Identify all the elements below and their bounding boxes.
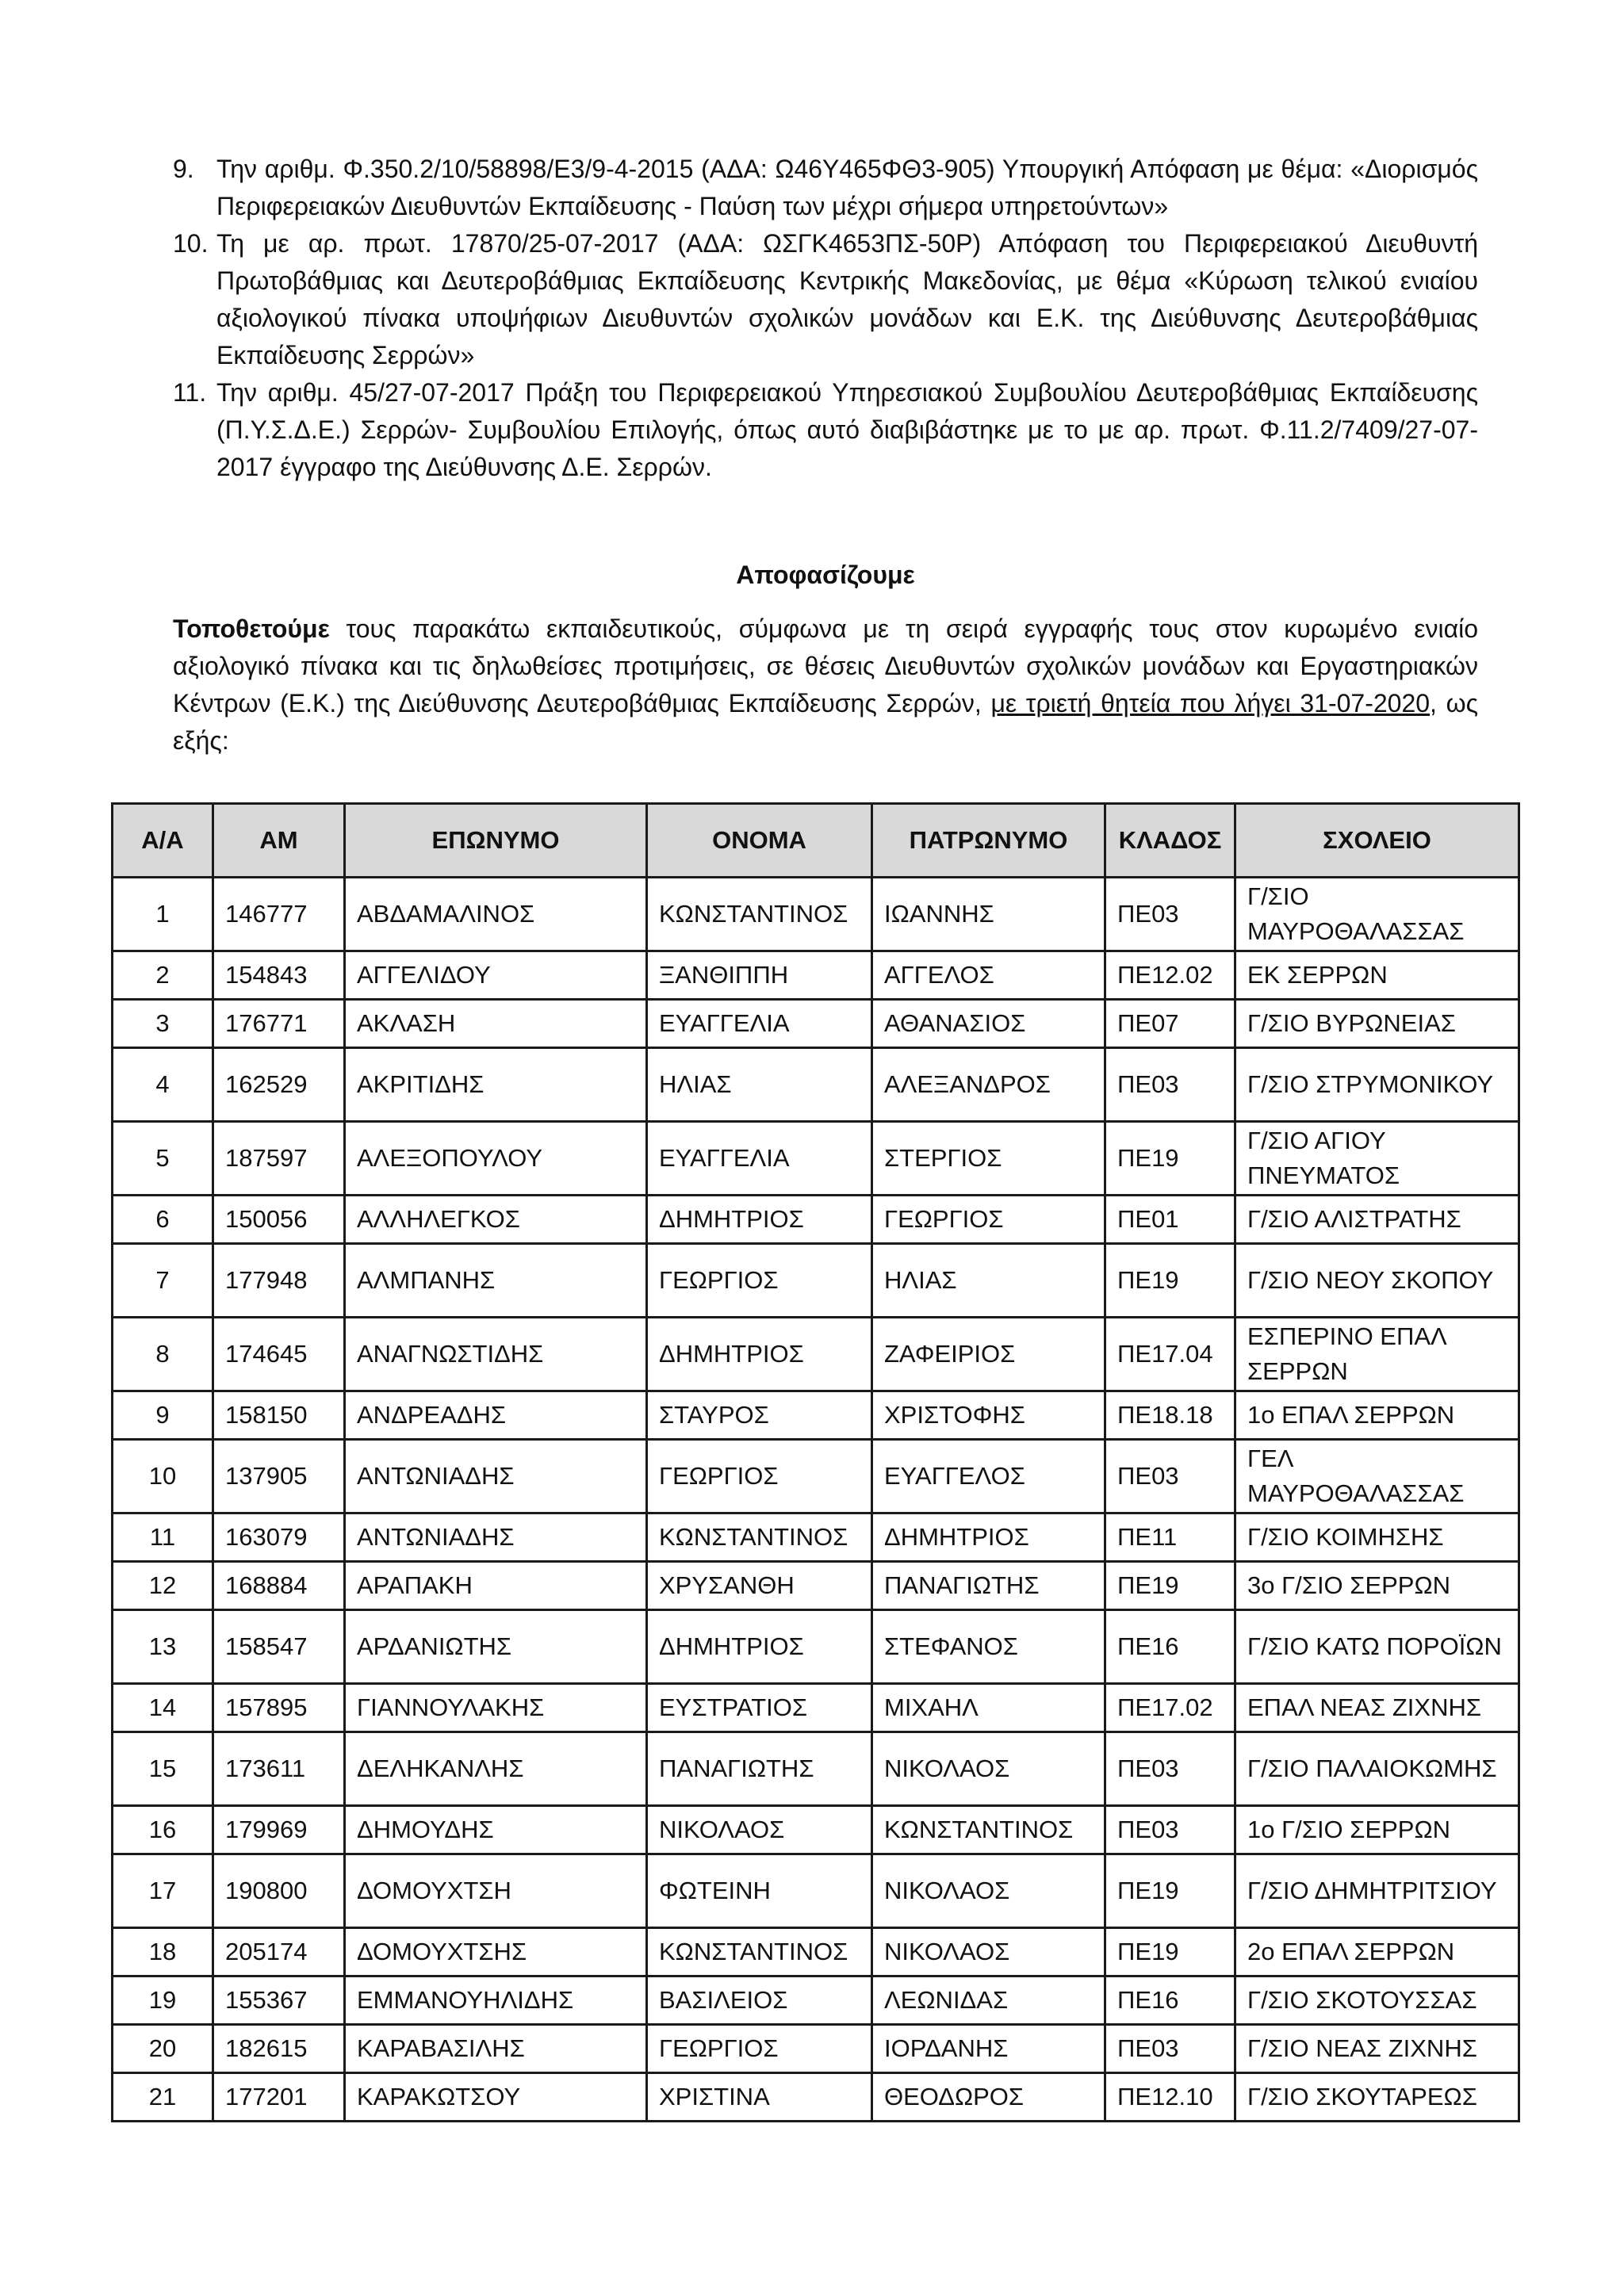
cell-fathers-name: ΔΗΜΗΤΡΙΟΣ: [872, 1513, 1105, 1562]
cell-school: ΕΣΠΕΡΙΝΟ ΕΠΑΛ ΣΕΡΡΩΝ: [1235, 1318, 1519, 1391]
cell-fathers-name: ΑΓΓΕΛΟΣ: [872, 951, 1105, 1000]
cell-specialty: ΠΕ01: [1105, 1196, 1235, 1244]
cell-specialty: ΠΕ03: [1105, 2025, 1235, 2073]
cell-school: Γ/ΣΙΟ ΒΥΡΩΝΕΙΑΣ: [1235, 1000, 1519, 1048]
cell-name: ΕΥΑΓΓΕΛΙΑ: [647, 1122, 872, 1196]
cell-am: 146777: [213, 878, 345, 951]
cell-school: Γ/ΣΙΟ ΝΕΑΣ ΖΙΧΝΗΣ: [1235, 2025, 1519, 2073]
cell-fathers-name: ΕΥΑΓΓΕΛΟΣ: [872, 1440, 1105, 1513]
cell-specialty: ΠΕ17.02: [1105, 1684, 1235, 1732]
cell-aa: 3: [113, 1000, 213, 1048]
list-text: Την αριθμ. 45/27-07-2017 Πράξη του Περιφερειακού Υπηρεσιακού Συμβουλίου Δευτεροβάθμιας Εκπαίδευσης (Π.Υ.Σ.Δ.Ε.) Σερρών- Συμβουλίου Επιλογής, όπως αυτό διαβιβάστηκε με το με αρ. πρωτ. Φ.11.2/7409/27-07-2017 έγγραφο της Διεύθυνσης Δ.Ε. Σερρών.: [216, 378, 1478, 481]
cell-name: ΕΥΣΤΡΑΤΙΟΣ: [647, 1684, 872, 1732]
cell-specialty: ΠΕ16: [1105, 1610, 1235, 1684]
cell-aa: 14: [113, 1684, 213, 1732]
list-text: Την αριθμ. Φ.350.2/10/58898/Ε3/9-4-2015 (ΑΔΑ: Ω46Υ465ΦΘ3-905) Υπουργική Απόφαση με θέμα: «Διορισμός Περιφερειακών Διευθυντών Εκπαίδευσης - Παύση των μέχρι σήμερα υπηρετούντων»: [216, 155, 1478, 220]
cell-specialty: ΠΕ19: [1105, 1244, 1235, 1318]
cell-school: ΓΕΛ ΜΑΥΡΟΘΑΛΑΣΣΑΣ: [1235, 1440, 1519, 1513]
cell-name: ΦΩΤΕΙΝΗ: [647, 1854, 872, 1928]
table-row: [113, 1196, 1519, 1244]
table-row: [113, 1854, 1519, 1928]
list-item-10: [173, 225, 1478, 374]
cell-school: 3ο Γ/ΣΙΟ ΣΕΡΡΩΝ: [1235, 1562, 1519, 1610]
cell-name: ΓΕΩΡΓΙΟΣ: [647, 2025, 872, 2073]
table-row: [113, 1976, 1519, 2025]
cell-school: Γ/ΣΙΟ ΑΓΙΟΥ ΠΝΕΥΜΑΤΟΣ: [1235, 1122, 1519, 1196]
cell-fathers-name: ΓΕΩΡΓΙΟΣ: [872, 1196, 1105, 1244]
cell-aa: 8: [113, 1318, 213, 1391]
list-number: 11.: [173, 378, 207, 407]
table-row: [113, 2073, 1519, 2122]
cell-am: 173611: [213, 1732, 345, 1806]
cell-school: 1ο ΕΠΑΛ ΣΕΡΡΩΝ: [1235, 1391, 1519, 1440]
cell-specialty: ΠΕ12.02: [1105, 951, 1235, 1000]
cell-name: ΚΩΝΣΤΑΝΤΙΝΟΣ: [647, 1928, 872, 1976]
cell-surname: ΑΝΤΩΝΙΑΔΗΣ: [345, 1513, 647, 1562]
cell-surname: ΑΡΑΠΑΚΗ: [345, 1562, 647, 1610]
cell-name: ΓΕΩΡΓΙΟΣ: [647, 1244, 872, 1318]
cell-am: 150056: [213, 1196, 345, 1244]
header-am: ΑΜ: [213, 804, 345, 878]
cell-name: ΣΤΑΥΡΟΣ: [647, 1391, 872, 1440]
cell-aa: 12: [113, 1562, 213, 1610]
header-surname: ΕΠΩΝΥΜΟ: [345, 804, 647, 878]
cell-am: 205174: [213, 1928, 345, 1976]
cell-fathers-name: ΧΡΙΣΤΟΦΗΣ: [872, 1391, 1105, 1440]
cell-fathers-name: ΑΘΑΝΑΣΙΟΣ: [872, 1000, 1105, 1048]
table-row: [113, 1391, 1519, 1440]
cell-aa: 15: [113, 1732, 213, 1806]
header-specialty: ΚΛΑΔΟΣ: [1105, 804, 1235, 878]
cell-specialty: ΠΕ18.18: [1105, 1391, 1235, 1440]
cell-name: ΔΗΜΗΤΡΙΟΣ: [647, 1196, 872, 1244]
cell-fathers-name: ΣΤΕΦΑΝΟΣ: [872, 1610, 1105, 1684]
cell-school: 2ο ΕΠΑΛ ΣΕΡΡΩΝ: [1235, 1928, 1519, 1976]
cell-am: 187597: [213, 1122, 345, 1196]
cell-aa: 5: [113, 1122, 213, 1196]
cell-am: 179969: [213, 1806, 345, 1854]
cell-surname: ΑΓΓΕΛΙΔΟΥ: [345, 951, 647, 1000]
cell-specialty: ΠΕ19: [1105, 1854, 1235, 1928]
cell-school: Γ/ΣΙΟ ΣΚΟΥΤΑΡΕΩΣ: [1235, 2073, 1519, 2122]
cell-aa: 7: [113, 1244, 213, 1318]
cell-name: ΝΙΚΟΛΑΟΣ: [647, 1806, 872, 1854]
cell-am: 155367: [213, 1976, 345, 2025]
table-row: [113, 1806, 1519, 1854]
table-row: [113, 1244, 1519, 1318]
header-fathers-name: ΠΑΤΡΩΝΥΜΟ: [872, 804, 1105, 878]
list-number: 9.: [173, 155, 194, 183]
table-row: [113, 1928, 1519, 1976]
cell-fathers-name: ΖΑΦΕΙΡΙΟΣ: [872, 1318, 1105, 1391]
cell-specialty: ΠΕ19: [1105, 1122, 1235, 1196]
cell-name: ΔΗΜΗΤΡΙΟΣ: [647, 1318, 872, 1391]
cell-fathers-name: ΝΙΚΟΛΑΟΣ: [872, 1854, 1105, 1928]
cell-name: ΚΩΝΣΤΑΝΤΙΝΟΣ: [647, 878, 872, 951]
cell-school: Γ/ΣΙΟ ΣΤΡΥΜΟΝΙΚΟΥ: [1235, 1048, 1519, 1122]
cell-aa: 17: [113, 1854, 213, 1928]
cell-am: 157895: [213, 1684, 345, 1732]
table-row: [113, 1000, 1519, 1048]
cell-fathers-name: ΚΩΝΣΤΑΝΤΙΝΟΣ: [872, 1806, 1105, 1854]
cell-aa: 10: [113, 1440, 213, 1513]
cell-fathers-name: ΝΙΚΟΛΑΟΣ: [872, 1928, 1105, 1976]
list-item-11: [173, 374, 1478, 486]
table-row: [113, 1440, 1519, 1513]
cell-am: 163079: [213, 1513, 345, 1562]
cell-name: ΧΡΥΣΑΝΘΗ: [647, 1562, 872, 1610]
cell-name: ΧΡΙΣΤΙΝΑ: [647, 2073, 872, 2122]
cell-aa: 6: [113, 1196, 213, 1244]
cell-surname: ΚΑΡΑΚΩΤΣΟΥ: [345, 2073, 647, 2122]
cell-school: Γ/ΣΙΟ ΚΟΙΜΗΣΗΣ: [1235, 1513, 1519, 1562]
header-name: ΟΝΟΜΑ: [647, 804, 872, 878]
cell-aa: 4: [113, 1048, 213, 1122]
cell-aa: 1: [113, 878, 213, 951]
paragraph-middle: τους παρακάτω εκπαιδευτικούς, σύμφωνα με τη σειρά εγγραφής τους στον κυρωμένο ενιαίο αξιολογικό πίνακα και τις δηλωθείσες προτιμήσεις, σε θέσεις Διευθυντών σχολικών μονάδων και Εργαστηριακών Κέντρων (Ε.Κ.) της Διεύθυνσης Δευτεροβάθμιας Εκπαίδευσης Σερρών,: [173, 614, 1478, 718]
cell-fathers-name: ΘΕΟΔΩΡΟΣ: [872, 2073, 1105, 2122]
cell-fathers-name: ΗΛΙΑΣ: [872, 1244, 1105, 1318]
list-text: Τη με αρ. πρωτ. 17870/25-07-2017 (ΑΔΑ: ΩΣΓΚ4653ΠΣ-50Ρ) Απόφαση του Περιφερειακού Διευθυντή Πρωτοβάθμιας και Δευτεροβάθμιας Εκπαίδευσης Κεντρικής Μακεδονίας, με θέμα «Κύρωση τελικού ενιαίου αξιολογικού πίνακα υποψήφιων Διευθυντών σχολικών μονάδων και Ε.Κ. της Διεύθυνσης Δευτεροβάθμιας Εκπαίδευσης Σερρών»: [216, 229, 1478, 369]
cell-am: 177948: [213, 1244, 345, 1318]
cell-am: 176771: [213, 1000, 345, 1048]
cell-fathers-name: ΝΙΚΟΛΑΟΣ: [872, 1732, 1105, 1806]
cell-surname: ΑΛΜΠΑΝΗΣ: [345, 1244, 647, 1318]
cell-school: Γ/ΣΙΟ ΜΑΥΡΟΘΑΛΑΣΣΑΣ: [1235, 878, 1519, 951]
cell-am: 177201: [213, 2073, 345, 2122]
table-row: [113, 951, 1519, 1000]
header-aa: Α/Α: [113, 804, 213, 878]
cell-specialty: ΠΕ11: [1105, 1513, 1235, 1562]
cell-specialty: ΠΕ03: [1105, 1732, 1235, 1806]
cell-name: ΒΑΣΙΛΕΙΟΣ: [647, 1976, 872, 2025]
cell-school: Γ/ΣΙΟ ΝΕΟΥ ΣΚΟΠΟΥ: [1235, 1244, 1519, 1318]
cell-name: ΗΛΙΑΣ: [647, 1048, 872, 1122]
paragraph-bold-start: Τοποθετούμε: [173, 614, 330, 643]
table-row: [113, 1318, 1519, 1391]
cell-fathers-name: ΜΙΧΑΗΛ: [872, 1684, 1105, 1732]
cell-surname: ΑΝΑΓΝΩΣΤΙΔΗΣ: [345, 1318, 647, 1391]
cell-fathers-name: ΠΑΝΑΓΙΩΤΗΣ: [872, 1562, 1105, 1610]
cell-am: 162529: [213, 1048, 345, 1122]
table-row: [113, 1732, 1519, 1806]
table-row: [113, 1610, 1519, 1684]
cell-am: 168884: [213, 1562, 345, 1610]
cell-school: Γ/ΣΙΟ ΚΑΤΩ ΠΟΡΟΪΩΝ: [1235, 1610, 1519, 1684]
table-row: [113, 2025, 1519, 2073]
cell-specialty: ΠΕ19: [1105, 1928, 1235, 1976]
cell-am: 158150: [213, 1391, 345, 1440]
cell-surname: ΑΒΔΑΜΑΛΙΝΟΣ: [345, 878, 647, 951]
cell-am: 154843: [213, 951, 345, 1000]
cell-am: 182615: [213, 2025, 345, 2073]
cell-school: Γ/ΣΙΟ ΠΑΛΑΙΟΚΩΜΗΣ: [1235, 1732, 1519, 1806]
cell-aa: 2: [113, 951, 213, 1000]
table-row: [113, 1562, 1519, 1610]
cell-aa: 20: [113, 2025, 213, 2073]
cell-specialty: ΠΕ07: [1105, 1000, 1235, 1048]
cell-name: ΞΑΝΘΙΠΠΗ: [647, 951, 872, 1000]
paragraph-underlined: με τριετή θητεία που λήγει 31-07-2020: [990, 689, 1431, 718]
table-row: [113, 1048, 1519, 1122]
cell-fathers-name: ΣΤΕΡΓΙΟΣ: [872, 1122, 1105, 1196]
cell-specialty: ΠΕ03: [1105, 1048, 1235, 1122]
cell-fathers-name: ΛΕΩΝΙΔΑΣ: [872, 1976, 1105, 2025]
cell-name: ΕΥΑΓΓΕΛΙΑ: [647, 1000, 872, 1048]
cell-surname: ΔΟΜΟΥΧΤΣΗΣ: [345, 1928, 647, 1976]
cell-am: 137905: [213, 1440, 345, 1513]
cell-aa: 21: [113, 2073, 213, 2122]
cell-fathers-name: ΙΩΑΝΝΗΣ: [872, 878, 1105, 951]
table-row: [113, 1684, 1519, 1732]
table-row: [113, 1513, 1519, 1562]
cell-surname: ΑΝΔΡΕΑΔΗΣ: [345, 1391, 647, 1440]
cell-surname: ΚΑΡΑΒΑΣΙΛΗΣ: [345, 2025, 647, 2073]
cell-surname: ΔΟΜΟΥΧΤΣΗ: [345, 1854, 647, 1928]
cell-school: Γ/ΣΙΟ ΣΚΟΤΟΥΣΣΑΣ: [1235, 1976, 1519, 2025]
decision-heading: Αποφασίζουμε: [736, 561, 915, 589]
placements-table: [111, 802, 1520, 2122]
cell-specialty: ΠΕ03: [1105, 1440, 1235, 1513]
table-header-row: [113, 804, 1519, 878]
cell-surname: ΕΜΜΑΝΟΥΗΛΙΔΗΣ: [345, 1976, 647, 2025]
cell-surname: ΔΕΛΗΚΑΝΛΗΣ: [345, 1732, 647, 1806]
cell-surname: ΓΙΑΝΝΟΥΛΑΚΗΣ: [345, 1684, 647, 1732]
cell-am: 174645: [213, 1318, 345, 1391]
cell-aa: 9: [113, 1391, 213, 1440]
decision-paragraph: [173, 610, 1478, 760]
cell-name: ΚΩΝΣΤΑΝΤΙΝΟΣ: [647, 1513, 872, 1562]
cell-specialty: ΠΕ03: [1105, 1806, 1235, 1854]
cell-specialty: ΠΕ17.04: [1105, 1318, 1235, 1391]
table-row: [113, 878, 1519, 951]
cell-school: Γ/ΣΙΟ ΔΗΜΗΤΡΙΤΣΙΟΥ: [1235, 1854, 1519, 1928]
table-row: [113, 1122, 1519, 1196]
cell-aa: 19: [113, 1976, 213, 2025]
cell-am: 158547: [213, 1610, 345, 1684]
cell-specialty: ΠΕ19: [1105, 1562, 1235, 1610]
table-body: [113, 878, 1519, 2122]
list-item-9: [173, 151, 1478, 225]
legal-basis-list: [173, 151, 1478, 486]
cell-specialty: ΠΕ16: [1105, 1976, 1235, 2025]
cell-surname: ΑΚΛΑΣΗ: [345, 1000, 647, 1048]
cell-aa: 16: [113, 1806, 213, 1854]
cell-surname: ΑΡΔΑΝΙΩΤΗΣ: [345, 1610, 647, 1684]
cell-aa: 13: [113, 1610, 213, 1684]
cell-surname: ΑΝΤΩΝΙΑΔΗΣ: [345, 1440, 647, 1513]
list-number: 10.: [173, 229, 209, 258]
cell-fathers-name: ΑΛΕΞΑΝΔΡΟΣ: [872, 1048, 1105, 1122]
cell-am: 190800: [213, 1854, 345, 1928]
cell-surname: ΑΚΡΙΤΙΔΗΣ: [345, 1048, 647, 1122]
cell-specialty: ΠΕ03: [1105, 878, 1235, 951]
header-school: ΣΧΟΛΕΙΟ: [1235, 804, 1519, 878]
cell-school: 1ο Γ/ΣΙΟ ΣΕΡΡΩΝ: [1235, 1806, 1519, 1854]
cell-surname: ΑΛΕΞΟΠΟΥΛΟΥ: [345, 1122, 647, 1196]
paragraph-end: , ως εξής:: [173, 689, 1479, 755]
cell-school: ΕΚ ΣΕΡΡΩΝ: [1235, 951, 1519, 1000]
cell-surname: ΑΛΛΗΛΕΓΚΟΣ: [345, 1196, 647, 1244]
cell-school: Γ/ΣΙΟ ΑΛΙΣΤΡΑΤΗΣ: [1235, 1196, 1519, 1244]
cell-fathers-name: ΙΟΡΔΑΝΗΣ: [872, 2025, 1105, 2073]
cell-name: ΠΑΝΑΓΙΩΤΗΣ: [647, 1732, 872, 1806]
cell-surname: ΔΗΜΟΥΔΗΣ: [345, 1806, 647, 1854]
cell-name: ΓΕΩΡΓΙΟΣ: [647, 1440, 872, 1513]
cell-specialty: ΠΕ12.10: [1105, 2073, 1235, 2122]
cell-aa: 11: [113, 1513, 213, 1562]
cell-name: ΔΗΜΗΤΡΙΟΣ: [647, 1610, 872, 1684]
cell-aa: 18: [113, 1928, 213, 1976]
cell-school: ΕΠΑΛ ΝΕΑΣ ΖΙΧΝΗΣ: [1235, 1684, 1519, 1732]
